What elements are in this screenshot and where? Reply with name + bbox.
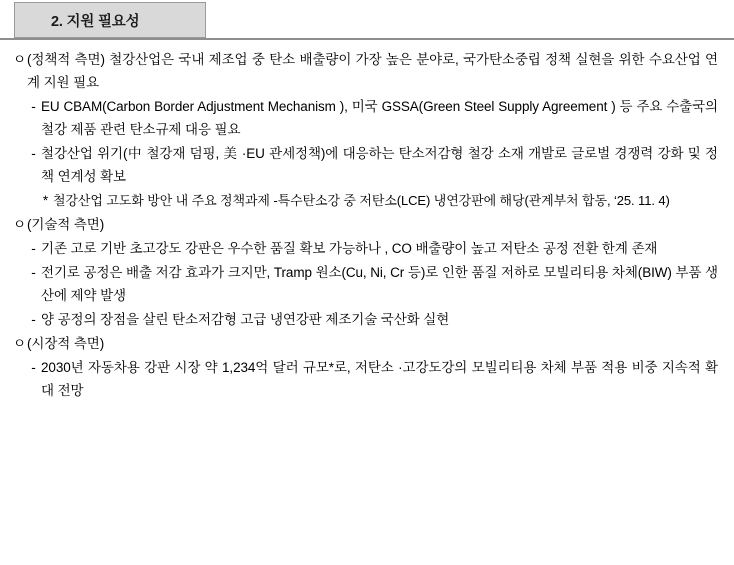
heading-divider [0,38,734,40]
bullet-asterisk-icon: * [42,193,49,208]
list-item-text: (기술적 측면) [27,217,105,232]
list-item [12,95,720,141]
list-item [12,189,720,212]
bullet-circle-icon: ㅇ [12,52,27,67]
bullet-circle-icon: ㅇ [12,336,27,351]
list-item [12,308,720,331]
list-item [12,142,720,188]
list-item [12,261,720,307]
list-item-text: 2030년 자동차용 강판 시장 약 1,234억 달러 규모*로, 저탄소 ·고강도강의 모빌리티용 차체 부품 적용 비중 지속적 확대 전망 [41,360,718,398]
page-title: 2. 지원 필요성 [51,13,140,30]
bullet-dash-icon: - [31,265,36,280]
list-item-text: 전기로 공정은 배출 저감 효과가 크지만, Tramp 원소(Cu, Ni, Cr 등)로 인한 품질 저하로 모빌리티용 차체(BIW) 부품 생산에 제약 발생 [41,265,718,303]
list-item-text: (정책적 측면) 철강산업은 국내 제조업 중 탄소 배출량이 가장 높은 분야로, 국가탄소중립 정책 실현을 위한 수요산업 연계 지원 필요 [27,52,718,90]
list-item [12,48,720,94]
section-heading-tab [14,2,206,38]
list-item [12,237,720,260]
list-item-text: (시장적 측면) [27,336,105,351]
bullet-dash-icon: - [31,241,36,256]
list-item [12,213,720,236]
list-item-text: 양 공정의 장점을 살린 탄소저감형 고급 냉연강판 제조기술 국산화 실현 [41,312,450,327]
document-body [0,48,734,403]
bullet-circle-icon: ㅇ [12,217,27,232]
bullet-dash-icon: - [31,360,36,375]
bullet-dash-icon: - [31,312,36,327]
list-item [12,356,720,402]
list-item-text: 철강산업 위기(中 철강재 덤핑, 美 ·EU 관세정책)에 대응하는 탄소저감형 철강 소재 개발로 글로벌 경쟁력 강화 및 정책 연계성 확보 [41,146,718,184]
list-item [12,332,720,355]
list-item-text: 철강산업 고도화 방안 내 주요 정책과제 -특수탄소강 중 저탄소(LCE) 냉연강판에 해당(관계부처 합동, ‘25. 11. 4) [53,193,670,208]
list-item-text: EU CBAM(Carbon Border Adjustment Mechanism ), 미국 GSSA(Green Steel Supply Agreement ) 등 주요 수출국의 철강 제품 관련 탄소규제 대응 필요 [41,99,718,137]
bullet-dash-icon: - [31,99,36,114]
list-item-text: 기존 고로 기반 초고강도 강판은 우수한 품질 확보 가능하나 , CO 배출량이 높고 저탄소 공정 전환 한계 존재 [41,241,658,256]
bullet-dash-icon: - [31,146,36,161]
